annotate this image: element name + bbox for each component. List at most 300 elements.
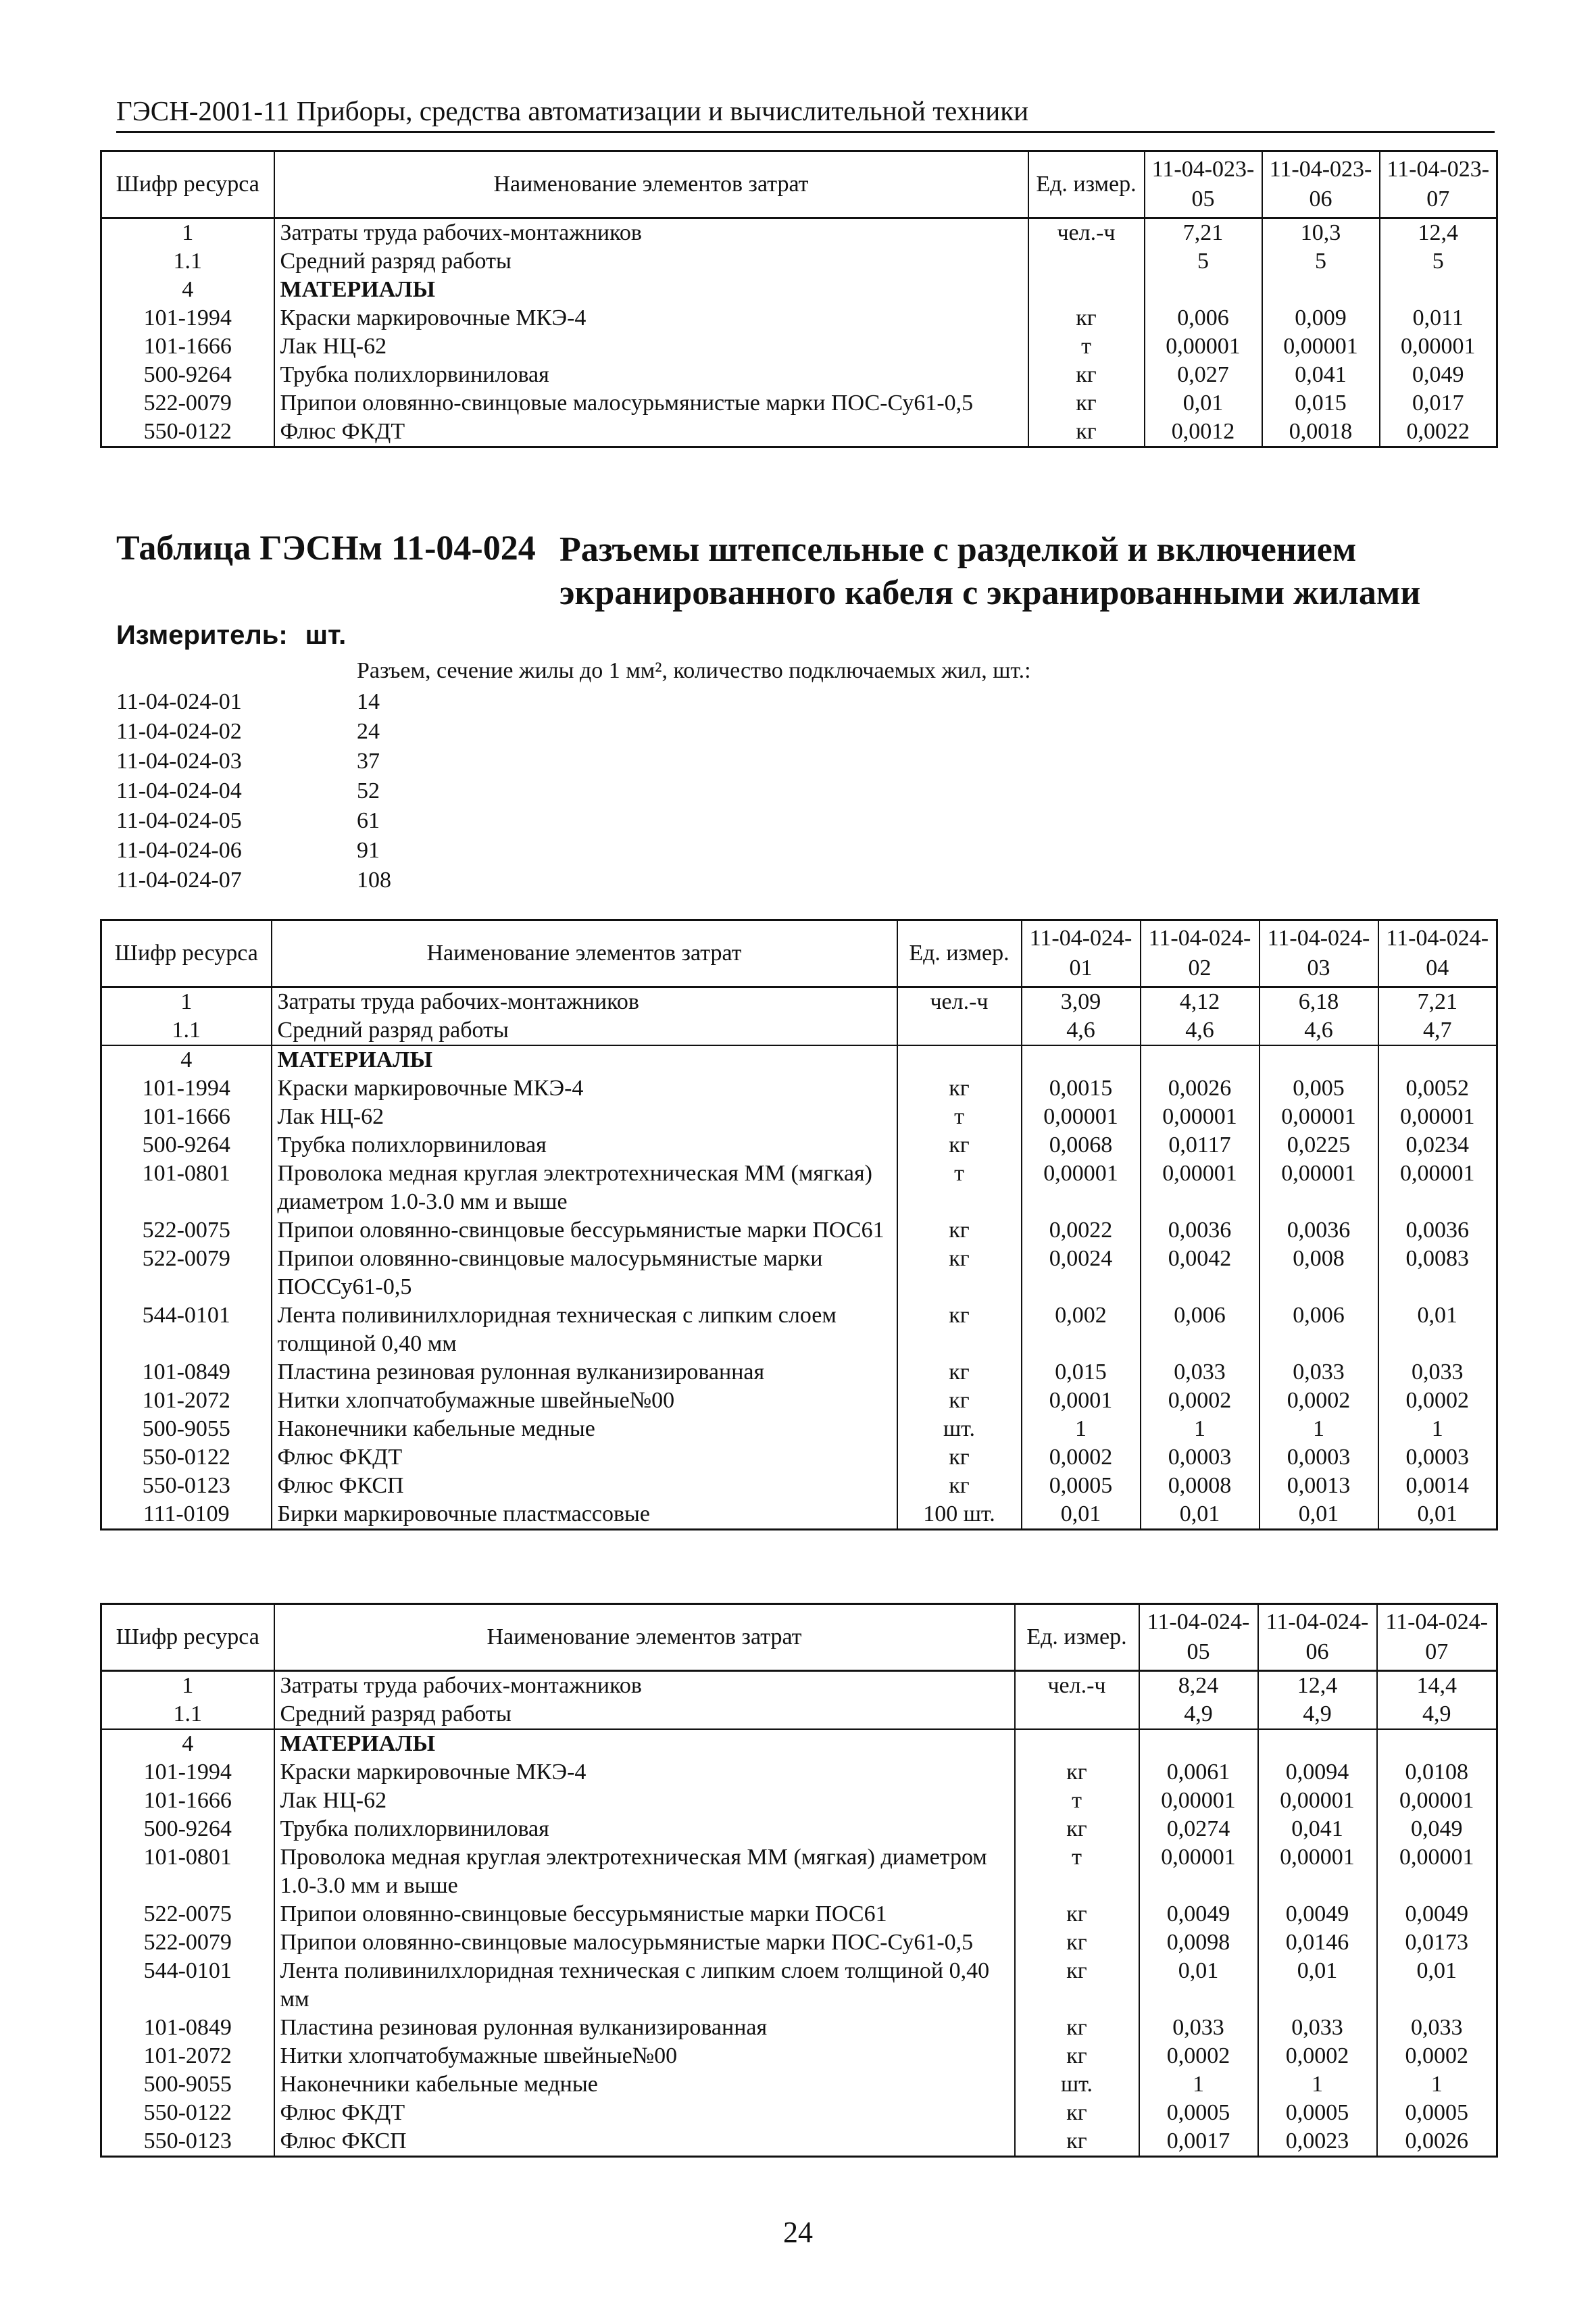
- column-header-code: Шифр ресурса: [101, 151, 274, 218]
- variants-list: [116, 689, 391, 897]
- resource-code: 1.1: [101, 1700, 274, 1729]
- cost-value: 0,01: [1378, 1500, 1497, 1530]
- resource-code: 1.1: [101, 247, 274, 276]
- cost-value: [1260, 1045, 1378, 1074]
- unit-of-measure: кг: [1015, 2014, 1139, 2042]
- resource-code: 550-0122: [101, 418, 274, 447]
- cost-value: 0,002: [1022, 1301, 1141, 1358]
- table-row: [101, 1843, 1497, 1900]
- cost-value: 1: [1022, 1415, 1141, 1443]
- unit-of-measure: кг: [1028, 389, 1145, 418]
- resource-name: Флюс ФКДТ: [274, 418, 1028, 447]
- variant-code: 11-04-024-01: [116, 689, 242, 714]
- variant-value: 14: [357, 689, 380, 714]
- table-row: [101, 1301, 1497, 1358]
- resource-code: 101-1994: [101, 1074, 272, 1103]
- resource-name: Припои оловянно-свинцовые малосурьмянистые марки ПОС-Су61-0,5: [274, 1928, 1015, 1957]
- cost-value: 0,033: [1378, 1358, 1497, 1387]
- cost-value: 0,00001: [1377, 1843, 1497, 1900]
- variant-code: 11-04-024-02: [116, 719, 242, 744]
- cost-value: 0,0002: [1378, 1387, 1497, 1415]
- cost-value: 0,01: [1377, 1957, 1497, 2014]
- unit-of-measure: т: [1015, 1843, 1139, 1900]
- unit-of-measure: кг: [1028, 361, 1145, 389]
- unit-of-measure: [897, 1016, 1022, 1045]
- cost-value: 0,041: [1258, 1815, 1377, 1843]
- cost-value: 0,01: [1022, 1500, 1141, 1530]
- resource-code: 111-0109: [101, 1500, 272, 1530]
- measure-unit: шт.: [305, 620, 347, 650]
- resource-name: Припои оловянно-свинцовые бессурьмянистые марки ПОС61: [272, 1216, 897, 1245]
- column-header-name: Наименование элементов затрат: [272, 920, 897, 987]
- column-header-code: Шифр ресурса: [101, 920, 272, 987]
- resource-code: 550-0122: [101, 2099, 274, 2127]
- table-row: [101, 1900, 1497, 1928]
- resource-code: 500-9055: [101, 1415, 272, 1443]
- resource-name: Лак НЦ-62: [274, 1787, 1015, 1815]
- cost-value: 0,01: [1141, 1500, 1260, 1530]
- cost-value: [1377, 1729, 1497, 1758]
- column-header-name: Наименование элементов затрат: [274, 1604, 1015, 1671]
- resource-code: 522-0075: [101, 1900, 274, 1928]
- variant-code: 11-04-024-03: [116, 749, 242, 774]
- variant-row: [116, 838, 391, 868]
- cost-value: 0,0049: [1377, 1900, 1497, 1928]
- resource-code: 550-0123: [101, 1472, 272, 1500]
- resource-name: Средний разряд работы: [274, 1700, 1015, 1729]
- cost-value: 0,0008: [1141, 1472, 1260, 1500]
- cost-value: 1: [1378, 1415, 1497, 1443]
- unit-of-measure: [1028, 247, 1145, 276]
- unit-of-measure: т: [1015, 1787, 1139, 1815]
- table-row: [101, 304, 1497, 332]
- cost-value: 0,00001: [1262, 332, 1380, 361]
- cost-value: 0,008: [1260, 1245, 1378, 1301]
- cost-value: 0,005: [1260, 1074, 1378, 1103]
- unit-of-measure: [1015, 1729, 1139, 1758]
- variant-value: 61: [357, 808, 380, 833]
- cost-value: 0,015: [1262, 389, 1380, 418]
- resource-code: 101-1994: [101, 304, 274, 332]
- cost-value: 0,015: [1022, 1358, 1141, 1387]
- resource-code: 101-0849: [101, 1358, 272, 1387]
- resource-code: 544-0101: [101, 1301, 272, 1358]
- unit-of-measure: кг: [897, 1301, 1022, 1358]
- unit-of-measure: кг: [897, 1443, 1022, 1472]
- unit-of-measure: кг: [897, 1387, 1022, 1415]
- column-header-variant: 11-04-024-06: [1258, 1604, 1377, 1671]
- cost-value: 0,0002: [1141, 1387, 1260, 1415]
- unit-of-measure: шт.: [897, 1415, 1022, 1443]
- cost-value: 0,0002: [1022, 1443, 1141, 1472]
- variant-code: 11-04-024-05: [116, 808, 242, 833]
- unit-of-measure: кг: [897, 1131, 1022, 1160]
- unit-of-measure: [1028, 276, 1145, 304]
- table-row: [101, 1074, 1497, 1103]
- resource-name: Припои оловянно-свинцовые малосурьмянистые марки ПОС-Су61-0,5: [274, 389, 1028, 418]
- cost-value: 0,01: [1260, 1500, 1378, 1530]
- cost-value: 0,00001: [1377, 1787, 1497, 1815]
- table-row: [101, 2099, 1497, 2127]
- variant-row: [116, 868, 391, 897]
- cost-value: 0,0042: [1141, 1245, 1260, 1301]
- cost-value: 0,0049: [1139, 1900, 1258, 1928]
- column-header-name: Наименование элементов затрат: [274, 151, 1028, 218]
- cost-value: 0,0023: [1258, 2127, 1377, 2157]
- unit-of-measure: кг: [897, 1074, 1022, 1103]
- cost-value: 0,0052: [1378, 1074, 1497, 1103]
- cost-value: [1139, 1729, 1258, 1758]
- resource-table-024-01-04: [100, 919, 1498, 1530]
- resource-code: 101-0801: [101, 1843, 274, 1900]
- cost-value: [1022, 1045, 1141, 1074]
- unit-of-measure: [897, 1045, 1022, 1074]
- table-row: [101, 332, 1497, 361]
- resource-name: Трубка полихлорвиниловая: [272, 1131, 897, 1160]
- cost-value: 0,0234: [1378, 1131, 1497, 1160]
- resource-name: Флюс ФКСП: [272, 1472, 897, 1500]
- cost-value: 0,009: [1262, 304, 1380, 332]
- cost-value: 0,0002: [1377, 2042, 1497, 2070]
- cost-value: 0,0274: [1139, 1815, 1258, 1843]
- table-row: [101, 2070, 1497, 2099]
- cost-value: 0,0026: [1141, 1074, 1260, 1103]
- cost-value: 0,0068: [1022, 1131, 1141, 1160]
- cost-value: 0,00001: [1022, 1160, 1141, 1216]
- resource-code: 544-0101: [101, 1957, 274, 2014]
- resource-code: 500-9055: [101, 2070, 274, 2099]
- cost-value: 4,12: [1141, 987, 1260, 1017]
- unit-of-measure: кг: [1015, 1758, 1139, 1787]
- resource-name: Лента поливинилхлоридная техническая с липким слоем толщиной 0,40 мм: [272, 1301, 897, 1358]
- column-header-variant: 11-04-024-04: [1378, 920, 1497, 987]
- column-header-variant: 11-04-024-05: [1139, 1604, 1258, 1671]
- table-row: [101, 1443, 1497, 1472]
- table-row: [101, 247, 1497, 276]
- cost-value: 8,24: [1139, 1671, 1258, 1701]
- cost-value: 10,3: [1262, 218, 1380, 248]
- table-row: [101, 218, 1497, 248]
- cost-value: 5: [1262, 247, 1380, 276]
- cost-value: 0,00001: [1260, 1103, 1378, 1131]
- resource-code: 101-0801: [101, 1160, 272, 1216]
- column-header-variant: 11-04-024-01: [1022, 920, 1141, 987]
- resource-code: 101-1666: [101, 1103, 272, 1131]
- cost-value: 4,7: [1378, 1016, 1497, 1045]
- cost-value: 0,0005: [1022, 1472, 1141, 1500]
- resource-code: 500-9264: [101, 1815, 274, 1843]
- unit-of-measure: 100 шт.: [897, 1500, 1022, 1530]
- variant-value: 91: [357, 838, 380, 863]
- cost-value: 1: [1139, 2070, 1258, 2099]
- cost-value: 0,0022: [1022, 1216, 1141, 1245]
- unit-of-measure: шт.: [1015, 2070, 1139, 2099]
- table-row: [101, 1472, 1497, 1500]
- table-row: [101, 1957, 1497, 2014]
- table-row: [101, 1928, 1497, 1957]
- cost-value: 0,0018: [1262, 418, 1380, 447]
- variant-row: [116, 689, 391, 719]
- variant-row: [116, 749, 391, 778]
- table-row: [101, 389, 1497, 418]
- cost-value: 0,00001: [1139, 1843, 1258, 1900]
- cost-value: 1: [1141, 1415, 1260, 1443]
- table-row: [101, 2127, 1497, 2157]
- measure-line: [116, 620, 346, 651]
- table-row: [101, 1671, 1497, 1701]
- resource-code: 522-0075: [101, 1216, 272, 1245]
- cost-value: 0,0022: [1380, 418, 1497, 447]
- resource-code: 4: [101, 1045, 272, 1074]
- cost-value: 0,00001: [1260, 1160, 1378, 1216]
- unit-of-measure: кг: [1028, 304, 1145, 332]
- table-title: Разъемы штепсельные с разделкой и включением экранированного кабеля с экранированными жилами: [559, 530, 1421, 612]
- resource-name: Нитки хлопчатобумажные швейные№00: [272, 1387, 897, 1415]
- column-header-variant: 11-04-024-07: [1377, 1604, 1497, 1671]
- table-row: [101, 1415, 1497, 1443]
- cost-value: 0,033: [1260, 1358, 1378, 1387]
- cost-value: 0,0002: [1139, 2042, 1258, 2070]
- cost-value: 0,027: [1145, 361, 1262, 389]
- cost-value: 6,18: [1260, 987, 1378, 1017]
- resource-name: Проволока медная круглая электротехническая ММ (мягкая) диаметром 1.0-3.0 мм и выше: [274, 1843, 1015, 1900]
- resource-code: 550-0122: [101, 1443, 272, 1472]
- resource-code: 522-0079: [101, 1245, 272, 1301]
- cost-value: 0,0005: [1139, 2099, 1258, 2127]
- cost-value: 0,049: [1377, 1815, 1497, 1843]
- cost-value: 4,6: [1260, 1016, 1378, 1045]
- cost-value: 0,033: [1141, 1358, 1260, 1387]
- cost-value: 7,21: [1378, 987, 1497, 1017]
- resource-code: 101-0849: [101, 2014, 274, 2042]
- cost-value: 0,0108: [1377, 1758, 1497, 1787]
- cost-value: 0,0225: [1260, 1131, 1378, 1160]
- cost-value: 0,0012: [1145, 418, 1262, 447]
- cost-value: [1145, 276, 1262, 304]
- table-row: [101, 987, 1497, 1017]
- table-row: [101, 1758, 1497, 1787]
- resource-name: Пластина резиновая рулонная вулканизированная: [274, 2014, 1015, 2042]
- cost-value: [1141, 1045, 1260, 1074]
- variant-row: [116, 778, 391, 808]
- column-header-variant: 11-04-024-03: [1260, 920, 1378, 987]
- cost-value: 0,0024: [1022, 1245, 1141, 1301]
- unit-of-measure: т: [897, 1103, 1022, 1131]
- cost-value: 0,0003: [1141, 1443, 1260, 1472]
- column-header-unit: Ед. измер.: [1028, 151, 1145, 218]
- resource-name: Краски маркировочные МКЭ-4: [274, 1758, 1015, 1787]
- cost-value: 4,9: [1258, 1700, 1377, 1729]
- variants-intro: Разъем, сечение жилы до 1 мм², количество подключаемых жил, шт.:: [357, 658, 1031, 683]
- resource-code: 1.1: [101, 1016, 272, 1045]
- column-header-variant: 11-04-024-02: [1141, 920, 1260, 987]
- table-row: [101, 276, 1497, 304]
- cost-value: 0,0014: [1378, 1472, 1497, 1500]
- cost-value: 0,0117: [1141, 1131, 1260, 1160]
- resource-name: Трубка полихлорвиниловая: [274, 1815, 1015, 1843]
- unit-of-measure: кг: [1015, 2127, 1139, 2157]
- cost-value: 0,01: [1258, 1957, 1377, 2014]
- column-header-unit: Ед. измер.: [1015, 1604, 1139, 1671]
- variant-code: 11-04-024-04: [116, 778, 242, 803]
- cost-value: 0,049: [1380, 361, 1497, 389]
- table-row: [101, 1045, 1497, 1074]
- table-row: [101, 1700, 1497, 1729]
- resource-code: 500-9264: [101, 1131, 272, 1160]
- resource-name: Флюс ФКДТ: [272, 1443, 897, 1472]
- resource-name: Краски маркировочные МКЭ-4: [274, 304, 1028, 332]
- cost-value: 0,00001: [1022, 1103, 1141, 1131]
- cost-value: 1: [1260, 1415, 1378, 1443]
- cost-value: 0,0002: [1260, 1387, 1378, 1415]
- cost-value: 0,00001: [1378, 1160, 1497, 1216]
- variant-value: 108: [357, 868, 391, 893]
- resource-code: 1: [101, 987, 272, 1017]
- cost-value: 0,01: [1378, 1301, 1497, 1358]
- cost-value: 0,00001: [1378, 1103, 1497, 1131]
- table-row: [101, 1131, 1497, 1160]
- variant-value: 37: [357, 749, 380, 774]
- cost-value: 14,4: [1377, 1671, 1497, 1701]
- cost-value: 0,0013: [1260, 1472, 1378, 1500]
- unit-of-measure: кг: [1028, 418, 1145, 447]
- column-header-variant: 11-04-023-05: [1145, 151, 1262, 218]
- cost-value: 0,0146: [1258, 1928, 1377, 1957]
- table-row: [101, 1500, 1497, 1530]
- cost-value: 0,0036: [1141, 1216, 1260, 1245]
- unit-of-measure: кг: [897, 1245, 1022, 1301]
- resource-name: Припои оловянно-свинцовые малосурьмянистые марки ПОССу61-0,5: [272, 1245, 897, 1301]
- unit-of-measure: т: [1028, 332, 1145, 361]
- resource-name: Средний разряд работы: [274, 247, 1028, 276]
- resource-name: Краски маркировочные МКЭ-4: [272, 1074, 897, 1103]
- resource-name: Затраты труда рабочих-монтажников: [272, 987, 897, 1017]
- resource-name: Флюс ФКСП: [274, 2127, 1015, 2157]
- variant-value: 24: [357, 719, 380, 744]
- cost-value: 0,00001: [1380, 332, 1497, 361]
- cost-value: 0,0098: [1139, 1928, 1258, 1957]
- cost-value: 0,006: [1141, 1301, 1260, 1358]
- cost-value: 0,0002: [1258, 2042, 1377, 2070]
- table-row: [101, 1016, 1497, 1045]
- cost-value: [1378, 1045, 1497, 1074]
- cost-value: 5: [1145, 247, 1262, 276]
- cost-value: 1: [1258, 2070, 1377, 2099]
- table-row: [101, 418, 1497, 447]
- resource-name: Лак НЦ-62: [272, 1103, 897, 1131]
- variant-value: 52: [357, 778, 380, 803]
- resource-code: 1: [101, 218, 274, 248]
- unit-of-measure: кг: [897, 1358, 1022, 1387]
- resource-code: 101-1994: [101, 1758, 274, 1787]
- unit-of-measure: чел.-ч: [1028, 218, 1145, 248]
- resource-name: Припои оловянно-свинцовые бессурьмянистые марки ПОС61: [274, 1900, 1015, 1928]
- unit-of-measure: чел.-ч: [897, 987, 1022, 1017]
- cost-value: 0,0036: [1378, 1216, 1497, 1245]
- resource-name: Лак НЦ-62: [274, 332, 1028, 361]
- resource-name: Флюс ФКДТ: [274, 2099, 1015, 2127]
- cost-value: 0,0026: [1377, 2127, 1497, 2157]
- resource-code: 522-0079: [101, 1928, 274, 1957]
- cost-value: 12,4: [1380, 218, 1497, 248]
- column-header-variant: 11-04-023-06: [1262, 151, 1380, 218]
- unit-of-measure: кг: [1015, 1815, 1139, 1843]
- resource-code: 101-1666: [101, 1787, 274, 1815]
- cost-value: 0,0083: [1378, 1245, 1497, 1301]
- cost-value: 0,0036: [1260, 1216, 1378, 1245]
- unit-of-measure: кг: [1015, 2042, 1139, 2070]
- table-row: [101, 1245, 1497, 1301]
- cost-value: 0,0015: [1022, 1074, 1141, 1103]
- table-row: [101, 1787, 1497, 1815]
- cost-value: 0,006: [1260, 1301, 1378, 1358]
- cost-value: 0,0094: [1258, 1758, 1377, 1787]
- resource-name: Затраты труда рабочих-монтажников: [274, 218, 1028, 248]
- cost-value: 0,0061: [1139, 1758, 1258, 1787]
- cost-value: 0,0003: [1378, 1443, 1497, 1472]
- cost-value: 0,033: [1377, 2014, 1497, 2042]
- unit-of-measure: [1015, 1700, 1139, 1729]
- cost-value: 0,033: [1139, 2014, 1258, 2042]
- resource-code: 1: [101, 1671, 274, 1701]
- table-row: [101, 2042, 1497, 2070]
- table-row: [101, 1160, 1497, 1216]
- variant-row: [116, 808, 391, 838]
- resource-name: Проволока медная круглая электротехническая ММ (мягкая) диаметром 1.0-3.0 мм и выше: [272, 1160, 897, 1216]
- unit-of-measure: кг: [1015, 1957, 1139, 2014]
- resource-name: Наконечники кабельные медные: [272, 1415, 897, 1443]
- cost-value: [1380, 276, 1497, 304]
- cost-value: 5: [1380, 247, 1497, 276]
- resource-code: 101-2072: [101, 1387, 272, 1415]
- cost-value: 0,017: [1380, 389, 1497, 418]
- table-row: [101, 2014, 1497, 2042]
- column-header-unit: Ед. измер.: [897, 920, 1022, 987]
- cost-value: 0,01: [1139, 1957, 1258, 2014]
- table-row: [101, 361, 1497, 389]
- cost-value: 0,0005: [1258, 2099, 1377, 2127]
- cost-value: 4,9: [1139, 1700, 1258, 1729]
- cost-value: 0,0017: [1139, 2127, 1258, 2157]
- table-row: [101, 1729, 1497, 1758]
- variant-row: [116, 719, 391, 749]
- cost-value: 12,4: [1258, 1671, 1377, 1701]
- table-row: [101, 1387, 1497, 1415]
- resource-name: МАТЕРИАЛЫ: [272, 1045, 897, 1074]
- resource-code: 4: [101, 276, 274, 304]
- resource-code: 101-1666: [101, 332, 274, 361]
- cost-value: [1258, 1729, 1377, 1758]
- cost-value: 0,00001: [1258, 1843, 1377, 1900]
- resource-name: Пластина резиновая рулонная вулканизированная: [272, 1358, 897, 1387]
- cost-value: 0,0003: [1260, 1443, 1378, 1472]
- cost-value: 0,0005: [1377, 2099, 1497, 2127]
- resource-code: 4: [101, 1729, 274, 1758]
- page-number: 24: [783, 2216, 813, 2249]
- cost-value: 0,00001: [1145, 332, 1262, 361]
- cost-value: 0,011: [1380, 304, 1497, 332]
- resource-name: Лента поливинилхлоридная техническая с липким слоем толщиной 0,40 мм: [274, 1957, 1015, 2014]
- unit-of-measure: кг: [1015, 1928, 1139, 1957]
- resource-name: Трубка полихлорвиниловая: [274, 361, 1028, 389]
- cost-value: 1: [1377, 2070, 1497, 2099]
- cost-value: 0,0173: [1377, 1928, 1497, 1957]
- unit-of-measure: кг: [1015, 1900, 1139, 1928]
- resource-code: 550-0123: [101, 2127, 274, 2157]
- cost-value: 0,006: [1145, 304, 1262, 332]
- cost-value: 0,033: [1258, 2014, 1377, 2042]
- variant-code: 11-04-024-06: [116, 838, 242, 863]
